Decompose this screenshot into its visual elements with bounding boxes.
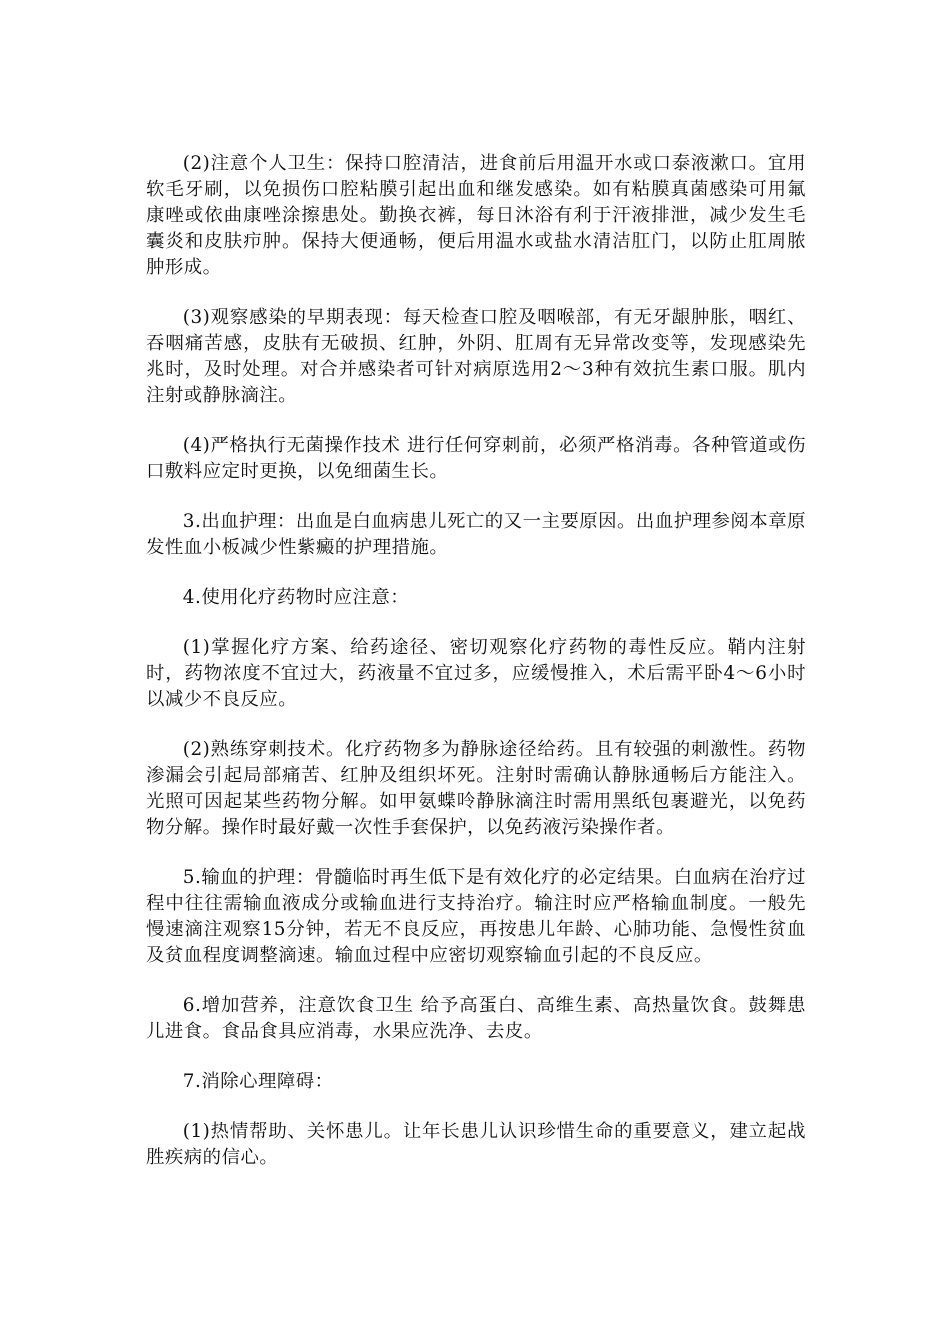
- paragraph-bleeding-care: 3.出血护理：出血是白血病患儿死亡的又一主要原因。出血护理参阅本章原发性血小板减少性紫癜的护理措施。: [146, 511, 806, 558]
- document-body: [146, 151, 806, 1195]
- paragraph-puncture-technique: (2)熟练穿刺技术。化疗药物多为静脉途径给药。且有较强的刺激性。药物渗漏会引起局部痛苦、红肿及组织坏死。注射时需确认静脉通畅后方能注入。光照可因起某些药物分解。如甲氨蝶呤静脉滴注时需用黑纸包裹避光，以免药物分解。操作时最好戴一次性手套保护，以免药液污染操作者。: [146, 739, 806, 838]
- paragraph-psychological-heading: 7.消除心理障碍：: [182, 1071, 334, 1092]
- paragraph-transfusion-care: 5.输血的护理：骨髓临时再生低下是有效化疗的必定结果。白血病在治疗过程中往往需输血液成分或输血进行支持治疗。输注时应严格输血制度。一般先慢速滴注观察15分钟，若无不良反应，再按患儿年龄、心肺功能、急慢性贫血及贫血程度调整滴速。输血过程中应密切观察输血引起的不良反应。: [146, 867, 806, 966]
- paragraph-personal-hygiene: (2)注意个人卫生：保持口腔清洁，进食前后用温开水或口泰液漱口。宜用软毛牙刷，以免损伤口腔粘膜引起出血和继发感染。如有粘膜真菌感染可用氟康唑或依曲康唑涂擦患处。勤换衣裤，每日沐浴有利于汗液排泄，减少发生毛囊炎和皮肤疖肿。保持大便通畅，便后用温水或盐水清洁肛门，以防止肛周脓肿形成。: [146, 153, 806, 278]
- paragraph-aseptic-technique: (4)严格执行无菌操作技术 进行任何穿刺前，必须严格消毒。各种管道或伤口敷料应定时更换，以免细菌生长。: [146, 435, 806, 482]
- paragraph-chemotherapy-plan: (1)掌握化疗方案、给药途径、密切观察化疗药物的毒性反应。鞘内注射时，药物浓度不宜过大，药液量不宜过多，应缓慢推入，术后需平卧4～6小时以减少不良反应。: [146, 637, 806, 710]
- paragraph-care-for-child: (1)热情帮助、关怀患儿。让年长患儿认识珍惜生命的重要意义，建立起战胜疾病的信心。: [146, 1121, 806, 1168]
- paragraph-nutrition: 6.增加营养，注意饮食卫生 给予高蛋白、高维生素、高热量饮食。鼓舞患儿进食。食品食具应消毒，水果应洗净、去皮。: [146, 995, 806, 1042]
- paragraph-infection-observation: (3)观察感染的早期表现：每天检查口腔及咽喉部，有无牙龈肿胀，咽红、吞咽痛苦感，皮肤有无破损、红肿，外阴、肛周有无异常改变等，发现感染先兆时，及时处理。对合并感染者可针对病原选用2～3种有效抗生素口服。肌内注射或静脉滴注。: [146, 307, 806, 406]
- paragraph-chemotherapy-heading: 4.使用化疗药物时应注意：: [182, 587, 410, 608]
